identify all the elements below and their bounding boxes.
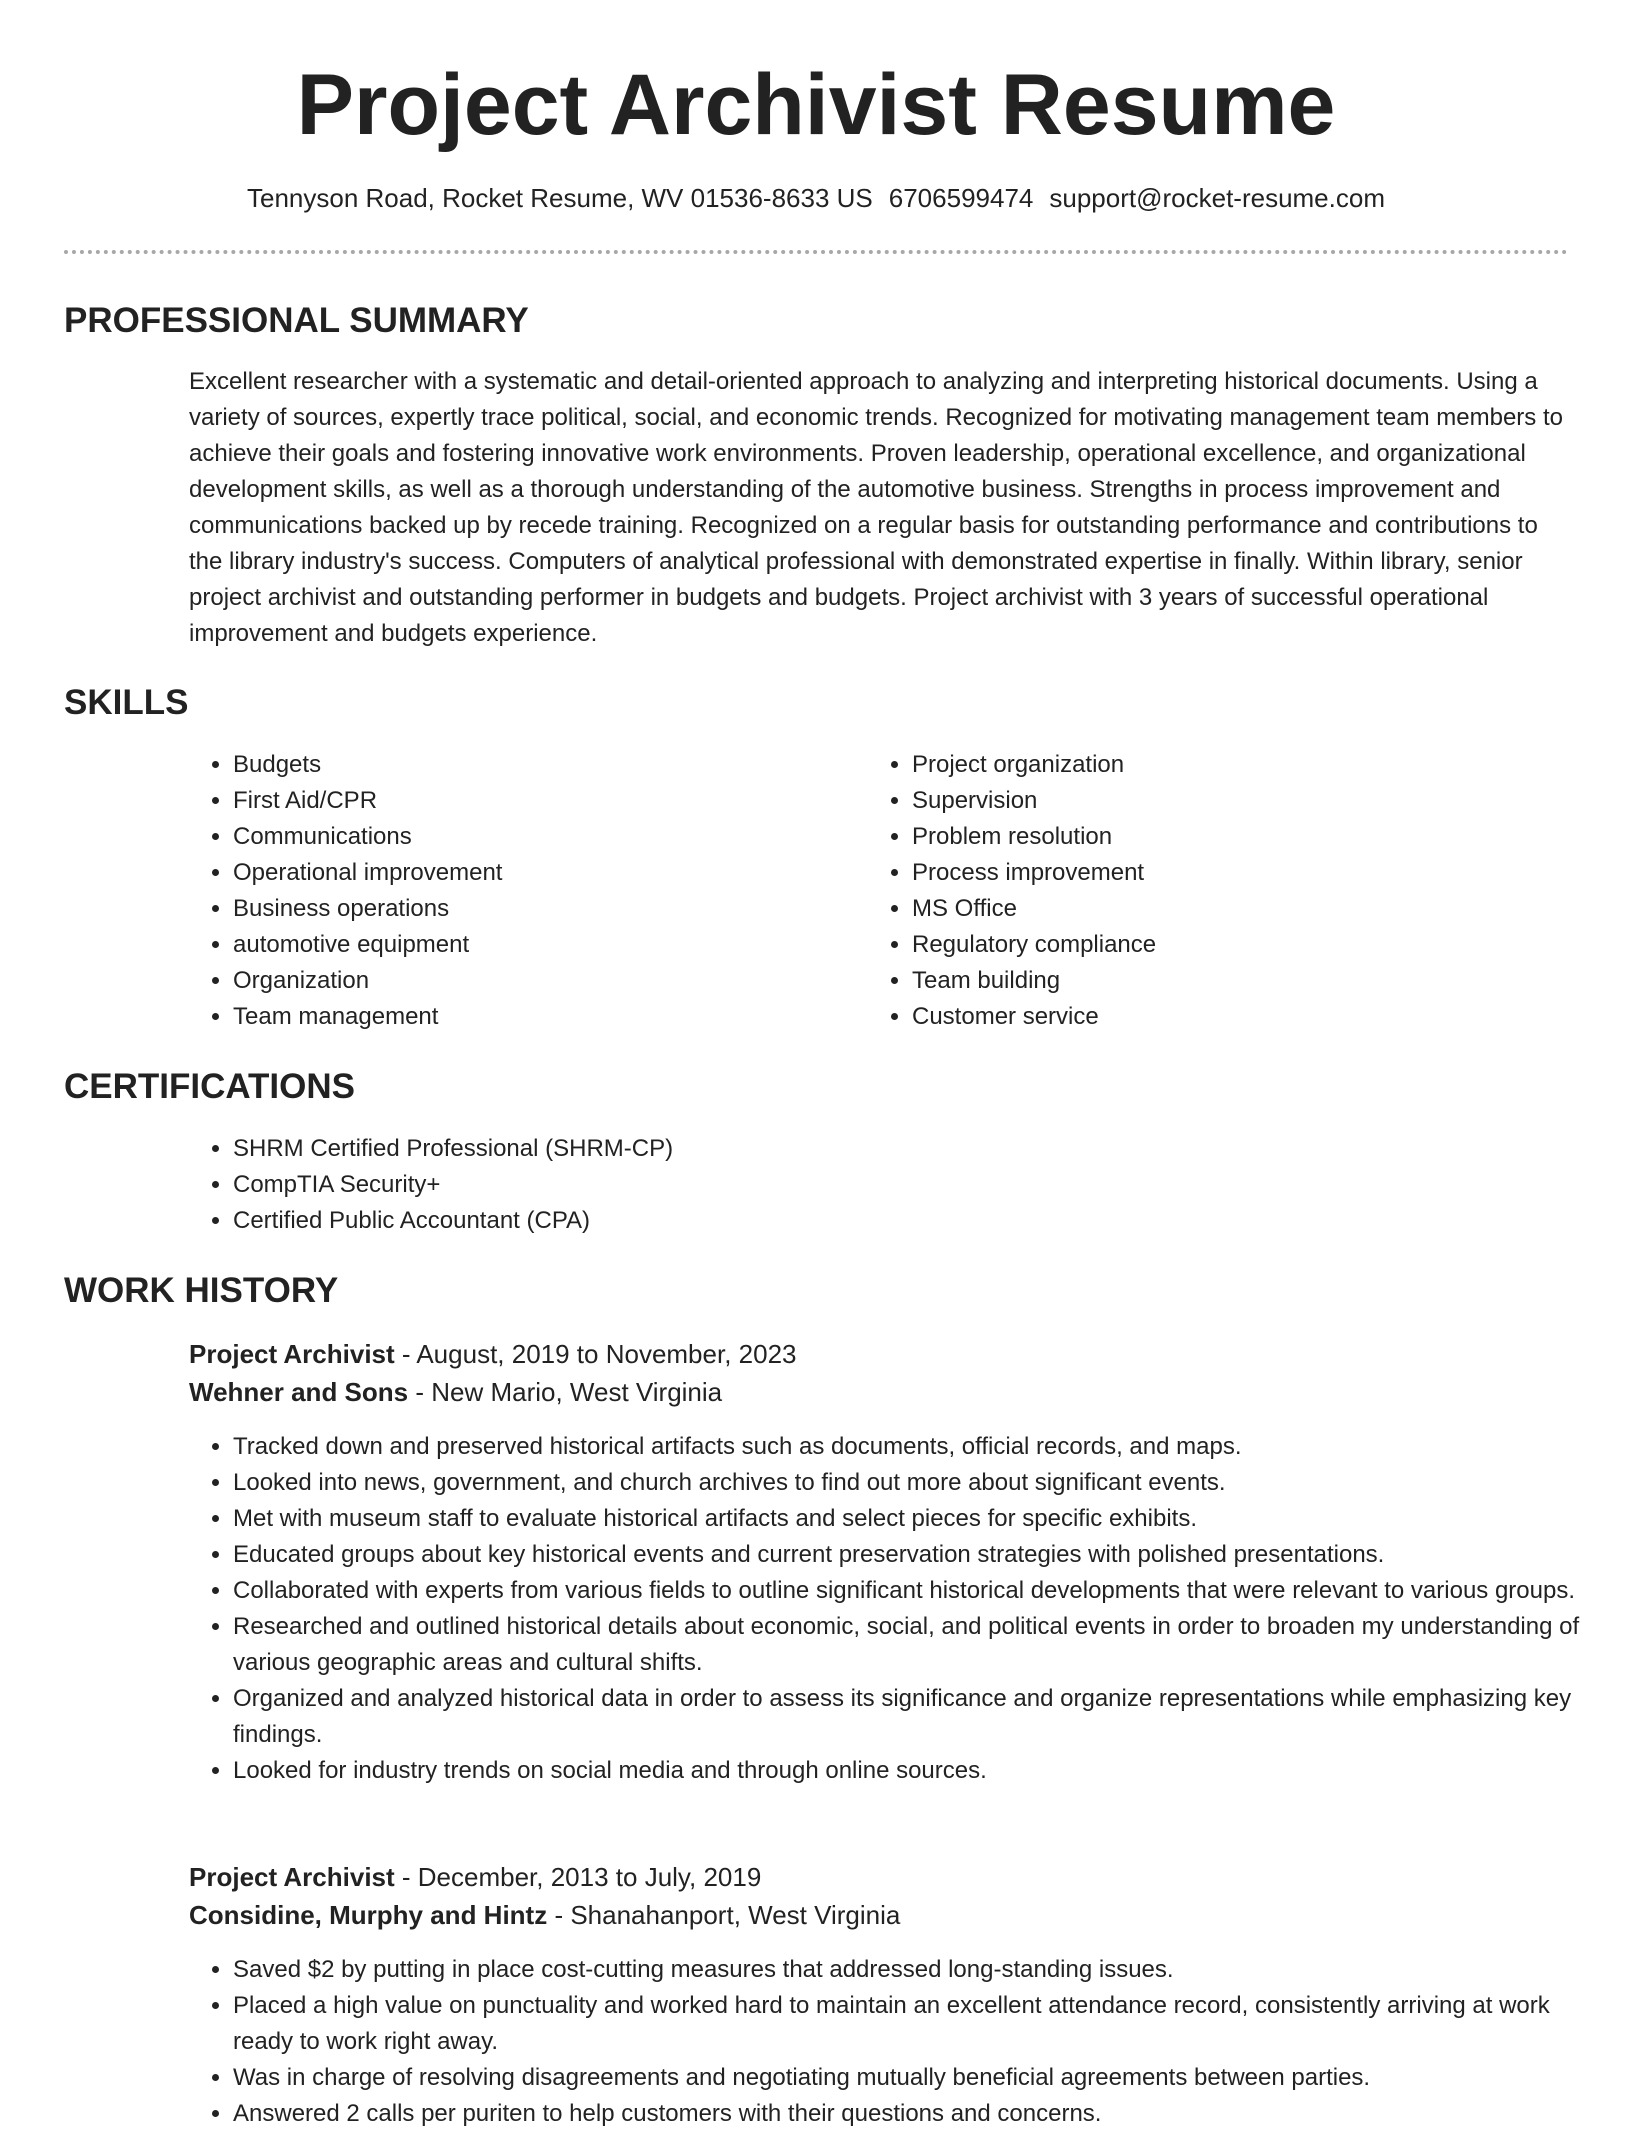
skill-item: • Budgets [233, 747, 833, 783]
job-company: Wehner and Sons [189, 1377, 409, 1407]
job-bullet: • Met with museum staff to evaluate historical artifacts and select pieces for specific exhibits. [233, 1501, 1613, 1537]
job-bullet: • Saved $2 by putting in place cost-cutting measures that addressed long-standing issues. [233, 1952, 1613, 1988]
contact-address: Tennyson Road, Rocket Resume, WV 01536-8633 US [246, 183, 873, 213]
header-divider [64, 250, 1568, 254]
job-company-line [189, 1373, 722, 1411]
skills-heading: SKILLS [64, 683, 189, 722]
skill-item: • Team management [233, 999, 833, 1035]
skill-item: • Project organization [912, 747, 1512, 783]
skill-item: • Communications [233, 819, 833, 855]
certifications-list [189, 1131, 1233, 1239]
job-bullet: • Educated groups about key historical events and current preservation strategies with polished presentations. [233, 1537, 1613, 1573]
skill-item: • Problem resolution [912, 819, 1512, 855]
page-title: Project Archivist Resume [296, 57, 1336, 153]
job-bullet: • Was in charge of resolving disagreements and negotiating mutually beneficial agreements between parties. [233, 2060, 1613, 2096]
certification-item: • Certified Public Accountant (CPA) [233, 1203, 1233, 1239]
job-dates: - December, 2013 to July, 2019 [394, 1862, 762, 1892]
job-bullet: • Looked into news, government, and church archives to find out more about significant events. [233, 1465, 1613, 1501]
skill-item: • Process improvement [912, 855, 1512, 891]
job-title-line [189, 1858, 761, 1896]
job-location: - Shanahanport, West Virginia [547, 1900, 901, 1930]
skill-item: • MS Office [912, 891, 1512, 927]
certification-item: • SHRM Certified Professional (SHRM-CP) [233, 1131, 1233, 1167]
skill-item: • First Aid/CPR [233, 783, 833, 819]
job-role: Project Archivist [189, 1339, 395, 1369]
job-role: Project Archivist [189, 1862, 395, 1892]
job-bullet: • Organized and analyzed historical data in order to assess its significance and organize representations while emphasizing key findings. [233, 1681, 1613, 1753]
skills-list-right [868, 747, 1512, 1035]
skill-item: • automotive equipment [233, 927, 833, 963]
skill-item: • Operational improvement [233, 855, 833, 891]
job-bullet: • Researched and outlined historical details about economic, social, and political events in order to broaden my understanding of various geographic areas and cultural shifts. [233, 1609, 1613, 1681]
certifications-heading: CERTIFICATIONS [64, 1067, 356, 1106]
skill-item: • Organization [233, 963, 833, 999]
contact-line [0, 178, 1632, 218]
skill-item: • Regulatory compliance [912, 927, 1512, 963]
job-bullet: • Answered 2 calls per puriten to help customers with their questions and concerns. [233, 2096, 1613, 2132]
job-company: Considine, Murphy and Hintz [189, 1900, 548, 1930]
job-dates: - August, 2019 to November, 2023 [394, 1339, 797, 1369]
job-title-line [189, 1335, 797, 1373]
summary-text: Excellent researcher with a systematic and detail-oriented approach to analyzing and interpreting historical documents. Using a variety of sources, expertly trace political, social, and economic trends. Recognized for motivating management team members to achieve their goals and fostering innovative work environments. Proven leadership, operational excellence, and organizational development skills, as well as a thorough understanding of the automotive business. Strengths in process improvement and communications backed up by recede training. Recognized on a regular basis for outstanding performance and contributions to the library industry's success. Computers of analytical professional with demonstrated expertise in finally. Within library, senior project archivist and outstanding performer in budgets and budgets. Project archivist with 3 years of successful operational improvement and budgets experience. [189, 368, 1563, 647]
skill-item: • Business operations [233, 891, 833, 927]
skill-item: • Supervision [912, 783, 1512, 819]
skill-item: • Customer service [912, 999, 1512, 1035]
job-bullet: • Tracked down and preserved historical artifacts such as documents, official records, and maps. [233, 1429, 1613, 1465]
job-bullet: • Placed a high value on punctuality and worked hard to maintain an excellent attendance record, consistently arriving at work ready to work right away. [233, 1988, 1613, 2060]
work-history-heading: WORK HISTORY [64, 1271, 339, 1310]
job-location: - New Mario, West Virginia [408, 1377, 723, 1407]
job-bullet: • Collaborated with experts from various fields to outline significant historical developments that were relevant to various groups. [233, 1573, 1613, 1609]
job-company-line [189, 1896, 900, 1934]
skills-list-left [189, 747, 833, 1035]
certification-item: • CompTIA Security+ [233, 1167, 1233, 1203]
job-bullets [189, 1952, 1613, 2132]
summary-heading: PROFESSIONAL SUMMARY [64, 301, 529, 340]
contact-phone: 6706599474 [888, 183, 1034, 213]
contact-email[interactable]: support@rocket-resume.com [1049, 183, 1385, 213]
job-bullets [189, 1429, 1613, 1789]
skill-item: • Team building [912, 963, 1512, 999]
job-bullet: • Looked for industry trends on social media and through online sources. [233, 1753, 1613, 1789]
